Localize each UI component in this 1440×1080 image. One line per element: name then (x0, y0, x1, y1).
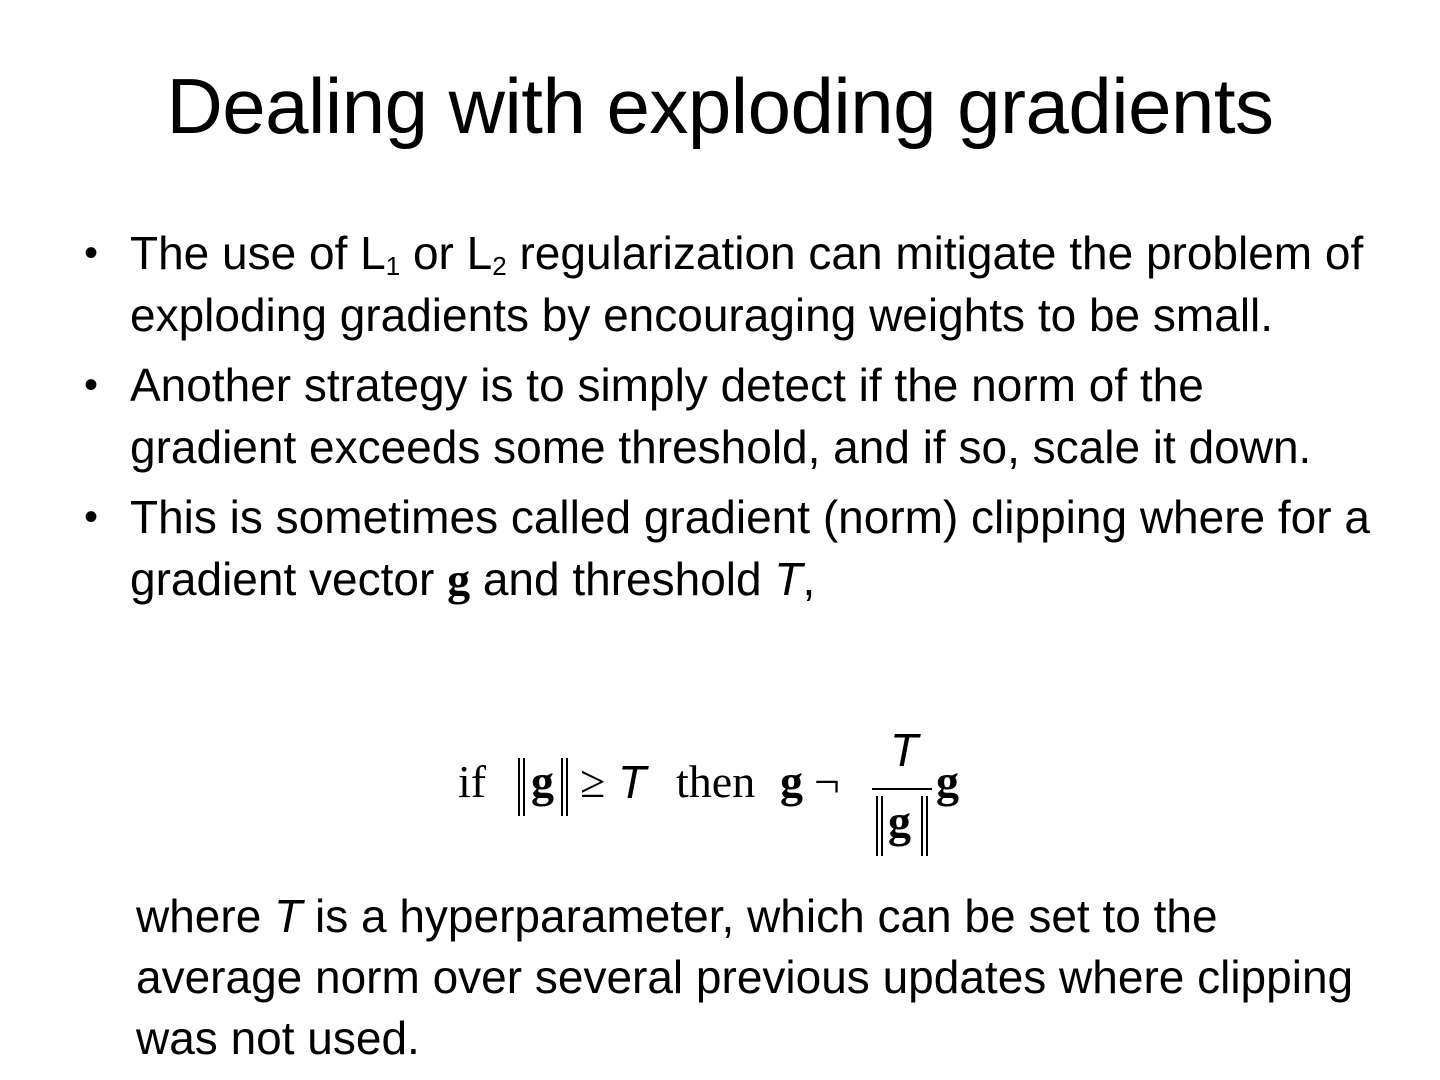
subscript-2: 2 (492, 251, 507, 281)
bullet-text: Another strategy is to simply detect if the norm of the gradient exceeds some threshold, and if so, scale it down. (130, 359, 1312, 473)
bullet-text (130, 491, 1370, 605)
norm-bar-left-outer (518, 758, 520, 816)
bullet-item-strategy (84, 354, 1374, 478)
formula-geq: ≥ (580, 756, 606, 807)
slide-title: Dealing with exploding gradients (166, 62, 1274, 150)
threshold-T: T (274, 890, 303, 942)
vector-g: g (447, 554, 471, 605)
denom-bar-right-outer (926, 796, 928, 856)
denom-bar-left-outer (876, 796, 878, 856)
tail-paragraph (136, 886, 1376, 1069)
bullet-marker: • (84, 363, 99, 407)
norm-bar-right-inner (561, 758, 563, 816)
text-segment: is a hyperparameter, which can be set to the average norm over several previous updates where clipping was not used. (136, 890, 1354, 1064)
text-segment: and threshold (470, 553, 775, 605)
fraction-numerator-T: T (890, 724, 919, 776)
formula-norm-g: g (531, 756, 554, 807)
norm-bar-right-outer (566, 758, 568, 816)
formula-if: if (458, 756, 487, 807)
formula-arrow: ¬ (814, 756, 840, 807)
norm-bar-left-inner (523, 758, 525, 816)
denom-bar-right-inner (921, 796, 923, 856)
bullet-item-regularization (84, 222, 1374, 346)
subscript-1: 1 (385, 251, 401, 281)
formula-g-lhs: g (780, 756, 803, 807)
denom-bar-left-inner (881, 796, 883, 856)
clipping-formula (458, 724, 998, 860)
formula-T: T (618, 756, 647, 808)
text-segment: The use of L (130, 227, 386, 279)
fraction-denominator-g: g (888, 796, 911, 847)
text-segment: where (136, 890, 275, 942)
formula-then: then (676, 756, 756, 807)
formula-g-rhs: g (936, 756, 959, 807)
text-segment: regularization can mitigate the problem of exploding gradients by encouraging weights to be small. (130, 227, 1364, 341)
fraction-bar (872, 788, 932, 790)
text-segment: , (802, 553, 816, 605)
bullet-text (130, 227, 1363, 341)
threshold-T: T (774, 553, 803, 605)
bullet-marker: • (84, 495, 99, 539)
text-segment: This is sometimes called gradient (norm) clipping where for a gradient vector (130, 491, 1370, 605)
bullet-list (84, 222, 1374, 619)
bullet-marker: • (84, 231, 99, 275)
text-segment: or L (400, 227, 493, 279)
bullet-item-clipping (84, 486, 1374, 611)
